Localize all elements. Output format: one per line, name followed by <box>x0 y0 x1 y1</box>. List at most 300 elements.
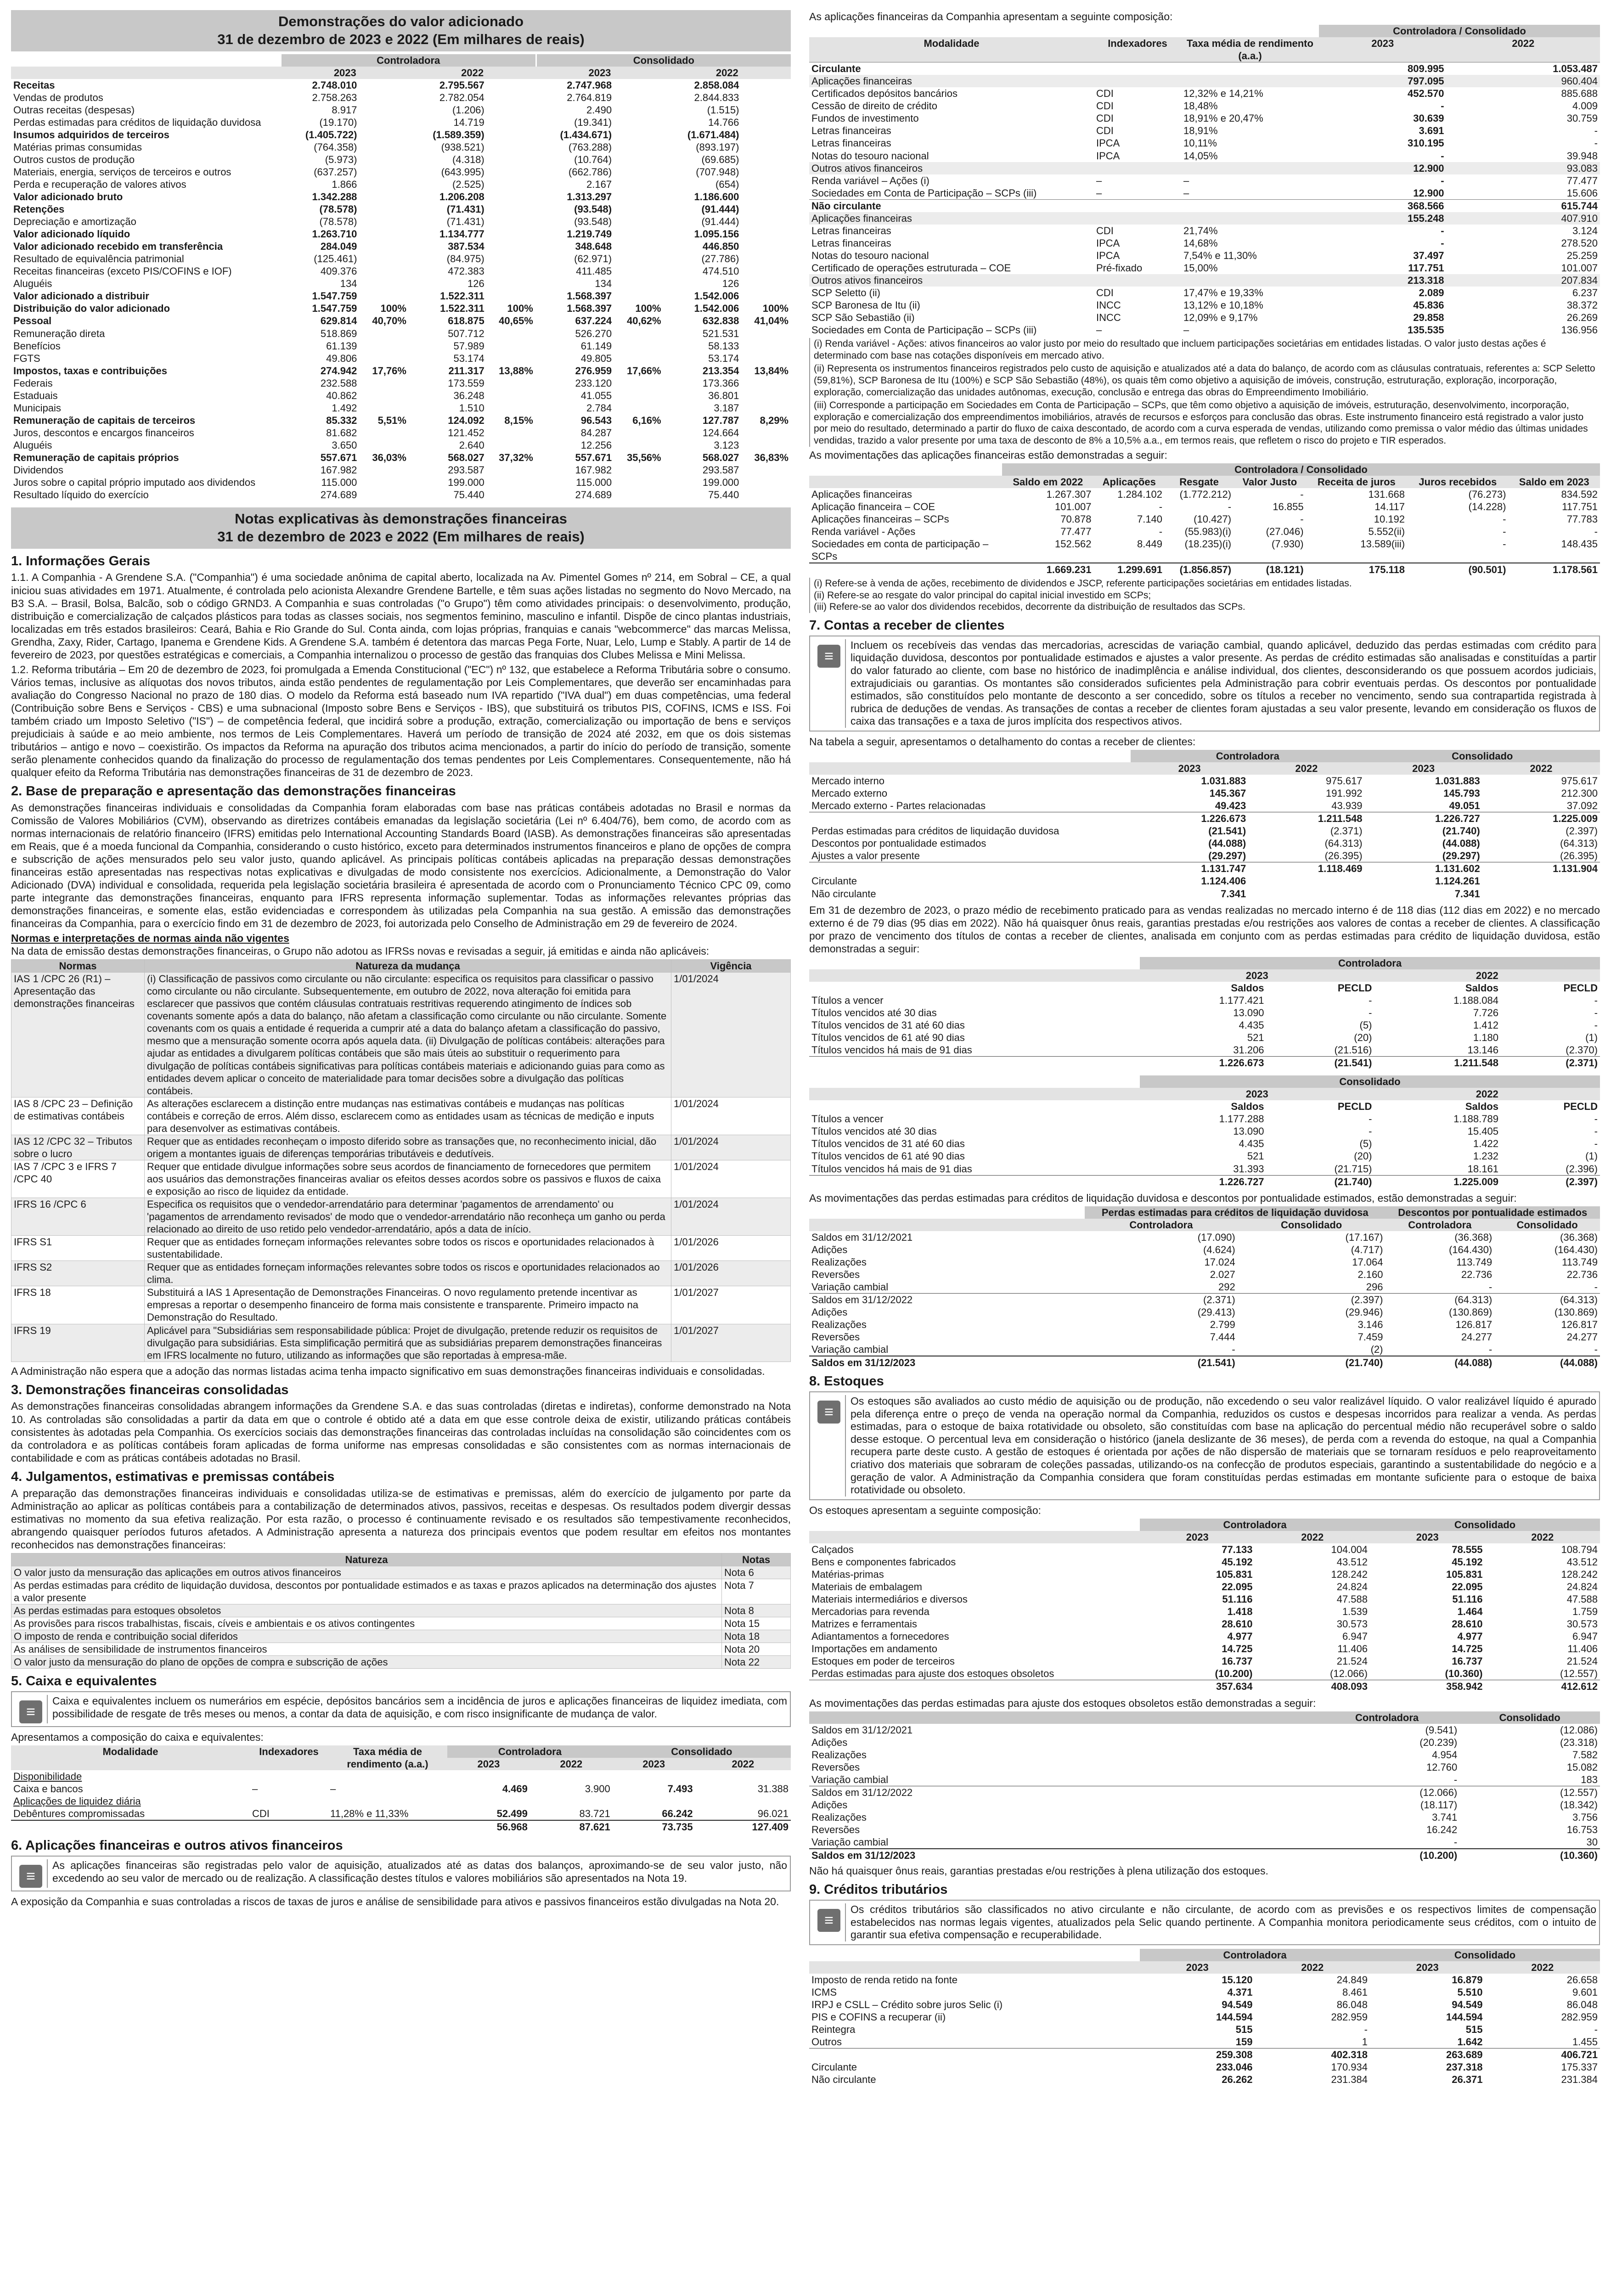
value-cell: 310.195 <box>1408 137 1444 149</box>
value-cell: 47.588 <box>1566 1593 1598 1605</box>
row-label: Perdas estimadas para ajuste dos estoques obsoletos <box>811 1668 1054 1680</box>
value-cell: 14.766 <box>708 116 739 128</box>
left-column <box>11 10 791 1910</box>
value-cell: (10.360) <box>1445 1668 1483 1680</box>
row-label: Valor adicionado recebido em transferência <box>13 241 223 253</box>
value-cell: - <box>1488 1281 1493 1293</box>
table-row <box>809 212 1600 225</box>
percent-cell: 40,62% <box>626 315 661 327</box>
value-cell: (90.501) <box>1407 563 1508 576</box>
value-cell <box>530 1770 613 1783</box>
value-cell: 1.188.084 <box>1453 994 1498 1006</box>
value-cell: (20.239) <box>1419 1736 1458 1748</box>
paragraph: 1.2. Reforma tributária – Em 20 de dezembro de 2023, foi promulgada a Emenda Constitucional ("EC") nº 132, que estabelece a Reforma Tributária sobre o consumo. Vários temas, inclusive as alíquotas dos novos tributos, ainda estão pendentes de regulamentação por Leis Complementares, que deverão ser encaminhadas para avaliação do Congresso Nacional no prazo de 180 dias. O modelo da Reforma está baseado num IVA repartido ("IVA dual") em duas competências, uma federal (Contribuição sobre Bens e Serviços - CBS) e uma subnacional (Imposto sobre Bens e Serviços - IBS), que substituirá os tributos PIS, COFINS, ICMS e ISS. Foi também criado um Imposto Seletivo ("IS") – de competência federal, que incidirá sobre a produção, extração, comercialização ou importação de bens e serviços prejudiciais à saúde e ao meio ambiente, nos termos de Leis Complementares. Haverá um período de transição de 2024 até 2032, em que os dois sistemas tributários – antigo e novo – coexistirão. Os impactos da Reforma na apuração dos tributos acima mencionados, a partir do início do período de transição, somente serão plenamente conhecidos quando da finalização do processo de regulamentação dos temas pendentes por Leis Complementares. Consequentemente, não há qualquer efeito da Reforma Tributária nas demonstrações financeiras de 31 de dezembro de 2023. <box>11 663 791 779</box>
value-cell: (29.413) <box>1197 1306 1235 1318</box>
table-row <box>809 799 1600 812</box>
section-heading: 3. Demonstrações financeiras consolidadas <box>11 1382 289 1397</box>
allowance-movement-table <box>809 1206 1600 1369</box>
obsolete-movement-table <box>809 1711 1600 1862</box>
value-cell: 94.549 <box>1452 1998 1483 2010</box>
value-cell: 17.024 <box>1204 1256 1235 1268</box>
header-row <box>809 1100 1600 1113</box>
value-cell: 11.406 <box>1337 1643 1368 1655</box>
row-label: Mercado externo - Partes relacionadas <box>811 800 986 812</box>
value-cell: 1.422 <box>1473 1138 1498 1150</box>
value-cell: - <box>1594 1113 1598 1125</box>
value-cell: 1.522.311 <box>440 303 484 315</box>
value-cell: - <box>1441 237 1444 249</box>
row-label: Variação cambial <box>811 1281 889 1293</box>
percent-cell <box>359 427 409 439</box>
nature-cell: O imposto de renda e contribuição social diferidos <box>11 1630 722 1643</box>
value-cell: 21.524 <box>1566 1655 1598 1667</box>
row-label: Depreciação e amortização <box>13 216 136 228</box>
col-header: Saldos <box>1465 1101 1498 1113</box>
table-row <box>809 1019 1600 1031</box>
value-cell: (9.541) <box>1425 1724 1458 1736</box>
total-row <box>809 1680 1600 1693</box>
table-row <box>11 1579 791 1604</box>
rate: – <box>330 1783 336 1795</box>
table-row <box>11 451 791 464</box>
value-cell: (18.235)(i) <box>1184 538 1232 550</box>
value-cell: 408.093 <box>1255 1680 1370 1693</box>
value-cell: 15.082 <box>1566 1761 1598 1773</box>
value-cell: 199.000 <box>702 477 739 489</box>
table-row <box>11 302 791 315</box>
percent-cell <box>359 352 409 365</box>
value-cell: (164.430) <box>1448 1244 1493 1255</box>
value-cell: 6.237 <box>1572 287 1598 299</box>
percent-cell <box>487 104 536 116</box>
percent-cell <box>614 91 664 104</box>
value-cell: (64.313) <box>1494 1293 1600 1306</box>
table-row <box>809 1618 1600 1630</box>
percent-cell <box>614 104 664 116</box>
row-label: Sociedades em Conta de Participação – SCPs (iii) <box>811 187 1037 199</box>
value-cell: (21.740) <box>1238 1356 1386 1369</box>
table-row <box>809 1849 1600 1862</box>
value-cell: 24.277 <box>1566 1331 1598 1343</box>
value-cell: (64.313) <box>1324 838 1363 850</box>
percent-cell <box>741 253 791 265</box>
standard-name: IAS 1 /CPC 26 (R1) – Apresentação das demonstrações financeiras <box>11 973 145 1097</box>
value-cell: 1.219.749 <box>536 228 614 240</box>
row-label: Renda variável - Ações <box>811 525 916 537</box>
rate <box>1181 62 1319 75</box>
indexer <box>250 1770 328 1783</box>
table-row <box>11 1604 791 1617</box>
value-cell: 1.669.231 <box>1002 563 1094 576</box>
value-cell: 30.639 <box>1413 113 1444 124</box>
value-cell: 26.269 <box>1566 312 1598 324</box>
row-label: Insumos adquiridos de terceiros <box>13 129 169 141</box>
value-cell: 411.485 <box>536 265 614 277</box>
table-row <box>11 79 791 91</box>
col-header: Valor Justo <box>1242 476 1297 488</box>
col-header <box>809 476 1002 488</box>
col-header: Consolidado <box>1499 1711 1560 1723</box>
value-cell: (637.257) <box>314 166 357 178</box>
row-label: Aplicações financeiras – SCPs <box>811 513 949 525</box>
percent-cell <box>741 427 791 439</box>
percent-cell <box>487 153 536 166</box>
value-cell: (84.975) <box>446 253 484 265</box>
footnote: (i) Refere-se à venda de ações, recebimento de dividendos e JSCP, referente participações societárias em entidades listadas. <box>814 578 1352 589</box>
value-cell: 77.783 <box>1566 513 1598 525</box>
value-cell <box>809 1680 1140 1693</box>
section-heading: 7. Contas a receber de clientes <box>809 618 1005 633</box>
col-header: PECLD <box>1337 982 1372 994</box>
col-header: Saldo em 2022 <box>1013 476 1083 488</box>
year: 2022 <box>1476 969 1498 981</box>
paragraph: A exposição da Companhia e suas controladas a riscos de taxas de juros e análise de sensibilidade para ativos e passivos financeiros estão divulgadas na Nota 20. <box>11 1896 779 1908</box>
value-cell: 1.455 <box>1572 2036 1598 2048</box>
percent-cell <box>487 91 536 104</box>
row-label: Debêntures compromissadas <box>13 1808 145 1820</box>
value-cell: (36.368) <box>1560 1231 1598 1243</box>
value-cell: 4.009 <box>1572 100 1598 112</box>
value-cell: 975.617 <box>1561 775 1598 787</box>
effective-date: 1/01/2024 <box>671 973 791 1097</box>
row-label: Municipais <box>13 402 61 414</box>
footnotes <box>809 338 1600 446</box>
row-label: Adiantamentos a fornecedores <box>811 1631 949 1643</box>
note-ref: Nota 7 <box>722 1579 791 1604</box>
value-cell: 358.942 <box>1370 1680 1485 1693</box>
value-cell: (18.121) <box>1234 563 1306 576</box>
percent-cell <box>741 104 791 116</box>
table-row <box>11 414 791 427</box>
value-cell: 8.461 <box>1342 1986 1368 1998</box>
value-cell: 38.372 <box>1566 299 1598 311</box>
row-label: Disponibilidade <box>13 1771 82 1783</box>
header-row <box>809 1075 1600 1088</box>
value-cell: 1.412 <box>1473 1019 1498 1031</box>
group-header: Consolidado <box>1140 1075 1600 1088</box>
value-cell: 14.725 <box>1222 1643 1253 1655</box>
value-cell: 521.531 <box>702 327 739 339</box>
percent-cell <box>359 439 409 451</box>
value-cell: (14.228) <box>1468 501 1506 512</box>
value-cell: 126.817 <box>1561 1319 1598 1331</box>
value-cell: 518.869 <box>320 327 357 339</box>
row-label: Saldos em 31/12/2022 <box>809 1786 1314 1799</box>
value-cell: 12.900 <box>1413 162 1444 174</box>
effective-date: 1/01/2024 <box>671 1097 791 1135</box>
value-cell: (4.624) <box>1203 1244 1235 1255</box>
indexer: INCC <box>1096 299 1121 311</box>
value-cell: - <box>1441 225 1444 236</box>
value-cell: 885.688 <box>1561 88 1598 100</box>
rate <box>328 1770 447 1783</box>
value-cell: (125.461) <box>314 253 357 265</box>
row-label: Fundos de investimento <box>811 113 919 124</box>
table-row <box>11 277 791 290</box>
percent-cell <box>359 153 409 166</box>
value-cell: 1.299.691 <box>1094 563 1165 576</box>
value-cell: 53.174 <box>453 352 484 364</box>
row-label: Valor adicionado líquido <box>13 228 130 240</box>
value-cell: 515 <box>1465 2024 1483 2036</box>
table-row <box>11 1135 791 1160</box>
col-header: Juros recebidos <box>1419 476 1497 488</box>
standard-name: IFRS 18 <box>11 1286 145 1324</box>
value-cell: 13.589(iii) <box>1360 538 1405 550</box>
dva-title: Demonstrações do valor adicionado <box>278 13 524 29</box>
spacer <box>809 982 1140 994</box>
value-cell: 1.226.727 <box>1140 1175 1267 1188</box>
header-row <box>809 1088 1600 1100</box>
row-label: Perdas estimadas para créditos de liquidação duvidosa <box>811 825 1059 837</box>
paragraph: Apresentamos a composição do caixa e equivalentes: <box>11 1731 264 1743</box>
value-cell: 3.741 <box>1432 1811 1458 1823</box>
standards-table <box>11 959 791 1362</box>
col-header: PECLD <box>1337 1101 1372 1113</box>
value-cell: 77.477 <box>1566 174 1598 186</box>
col-header: PECLD <box>1563 982 1598 994</box>
document-icon: ≡ <box>813 639 845 728</box>
value-cell: 183 <box>1581 1773 1598 1785</box>
value-cell: (44.088) <box>1494 1356 1600 1369</box>
col-header: Receita de juros <box>1317 476 1396 488</box>
value-cell: (5) <box>1359 1138 1372 1150</box>
col-header: 2022 <box>1512 38 1535 50</box>
percent-cell <box>359 79 409 91</box>
row-label: Remuneração direta <box>13 327 105 339</box>
value-cell: 26.658 <box>1566 1974 1598 1986</box>
value-cell: 24.824 <box>1336 1581 1368 1593</box>
value-cell: 2.490 <box>536 104 614 116</box>
value-cell: 1.492 <box>332 402 357 414</box>
value-cell: 407.910 <box>1561 212 1598 224</box>
percent-cell <box>359 476 409 489</box>
notes-title: Notas explicativas às demonstrações financeiras <box>235 511 567 527</box>
table-row <box>11 352 791 365</box>
table-row <box>11 1656 791 1669</box>
table-row <box>11 1630 791 1643</box>
value-cell: 22.736 <box>1461 1268 1493 1280</box>
rate <box>328 1820 447 1833</box>
table-row <box>809 1799 1600 1811</box>
paragraph: Na tabela a seguir, apresentamos o detalhamento do contas a receber de clientes: <box>809 735 1196 748</box>
value-cell: 2.858.084 <box>694 79 739 91</box>
value-cell: (21.740) <box>1442 825 1480 837</box>
percent-cell <box>487 277 536 290</box>
value-cell: (2.396) <box>1566 1163 1598 1175</box>
section-heading: 6. Aplicações financeiras e outros ativos financeiros <box>11 1838 343 1853</box>
value-cell: - <box>1369 1113 1372 1125</box>
row-label: Outras receitas (despesas) <box>13 104 135 116</box>
percent-cell <box>359 340 409 352</box>
percent-cell: 100% <box>507 303 533 315</box>
table-row <box>809 2073 1600 2086</box>
row-label: Variação cambial <box>811 1773 889 1785</box>
row-label: Descontos por pontualidade estimados <box>811 838 986 850</box>
value-cell: 557.671 <box>536 451 614 464</box>
value-cell: 1.031.883 <box>1201 775 1246 787</box>
percent-cell <box>359 166 409 178</box>
percent-cell <box>614 228 664 240</box>
value-cell: 36.248 <box>453 389 484 401</box>
row-label: Realizações <box>811 1319 867 1331</box>
row-label: Saldos em 31/12/2021 <box>811 1724 913 1736</box>
section-heading: 1. Informações Gerais <box>11 553 151 568</box>
percent-cell <box>741 352 791 365</box>
percent-cell <box>359 402 409 414</box>
table-row <box>809 1724 1600 1736</box>
row-label: Valor adicionado a distribuir <box>13 290 149 302</box>
indexer <box>1094 199 1181 212</box>
value-cell: - <box>1159 501 1163 512</box>
value-cell: 233.046 <box>1216 2061 1253 2073</box>
policy-box <box>11 1691 791 1727</box>
table-row <box>809 1761 1600 1773</box>
row-label: Sociedades em Conta de Participação – SCPs (iii) <box>811 324 1037 336</box>
percent-cell <box>614 277 664 290</box>
value-cell: (2.397) <box>1566 825 1598 837</box>
row-label: Receitas financeiras (exceto PIS/COFINS e IOF) <box>13 265 232 277</box>
table-row <box>11 973 791 1097</box>
table-row <box>809 1031 1600 1044</box>
value-cell: 105.831 <box>1216 1569 1253 1581</box>
value-cell: 259.308 <box>1140 2048 1255 2061</box>
percent-cell <box>614 290 664 302</box>
value-cell: 29.858 <box>1413 312 1444 324</box>
row-label: Adições <box>811 1244 848 1255</box>
value-cell: 3.124 <box>1572 225 1598 236</box>
value-cell: 134 <box>340 278 357 290</box>
tax-credits-table <box>809 1949 1600 2086</box>
value-cell: 521 <box>1247 1032 1264 1044</box>
value-cell: 406.721 <box>1485 2048 1600 2061</box>
col-header: Controladora <box>1408 1219 1472 1231</box>
value-cell: 1.225.009 <box>1482 812 1600 825</box>
table-row <box>11 129 791 141</box>
col-header: PECLD <box>1563 1101 1598 1113</box>
total-row <box>809 563 1600 576</box>
value-cell: 81.682 <box>326 427 357 439</box>
percent-cell <box>614 79 664 91</box>
value-cell: (76.273) <box>1468 488 1506 500</box>
indexer: CDI <box>1096 113 1114 124</box>
percent-cell <box>487 191 536 203</box>
value-cell: 7.459 <box>1358 1331 1383 1343</box>
value-cell: 1.226.673 <box>1131 812 1248 825</box>
paragraph: 1.1. A Companhia - A Grendene S.A. ("Companhia") é uma sociedade anônima de capital aberto, localizada na Av. Pimentel Gomes nº 214, em Sobral – CE, a qual iniciou suas atividades em 1971. Atualmente, é controlada pelo acionista Alexandre Grendene Bartelle, e têm suas ações listadas no segmento do Novo Mercado, na B3 S.A. – Brasil, Bolsa, Balcão, sob o código GRND3. A Companhia e suas controladas ("o Grupo") têm como atividades principais: o desenvolvimento, produção, distribuição e comercialização de calçados plásticos para todas as classes sociais, nos segmentos feminino, masculino e infantil. Dispõe de cinco plantas industriais, localizadas em três estados brasileiros: Ceará, Bahia e Rio Grande do Sul. Conta ainda, com lojas próprias, franquias e canais "webcommerce" das marcas Melissa, Grendha, Zaxy, Rider, Cartago, Ipanema e Grendene Kids. A Grendene S.A. também é detentora das marcas Pega Forte, Nuar, Lelo, Lump e Stably. A partir de 14 de fevereiro de 2023, por questões estratégicas e comerciais, a Companhia internalizou o processo de gestão das franquias dos Clubes Melissa e Mini Melissa. <box>11 571 791 661</box>
value-cell: 213.354 <box>702 365 739 377</box>
value-cell: (17.090) <box>1197 1231 1235 1243</box>
row-label: Matérias-primas <box>811 1569 884 1581</box>
percent-cell <box>614 215 664 228</box>
value-cell: (23.318) <box>1560 1736 1598 1748</box>
percent-cell <box>741 402 791 414</box>
table-row <box>809 100 1600 112</box>
row-label: Aplicações financeiras <box>811 488 912 500</box>
value-cell: 12.256 <box>536 439 614 451</box>
table-row <box>809 1150 1600 1162</box>
rate: 7,54% e 11,30% <box>1183 249 1257 261</box>
table-row <box>11 1795 791 1807</box>
value-cell: 3.146 <box>1358 1319 1383 1331</box>
row-label: Saldos em 31/12/2022 <box>809 1293 1085 1306</box>
nature-cell: As provisões para riscos trabalhistas, fiscais, cíveis e ambientais e os ativos contingentes <box>11 1617 722 1630</box>
value-cell: 7.726 <box>1473 1007 1498 1019</box>
value-cell: (2) <box>1370 1344 1383 1356</box>
standard-description: Requer que entidade divulgue informações sobre seus acordos de financiamento de fornecedores que permitem aos usuários das demonstrações financeiras avaliar os efeitos desses acordos sobre os passivos e fluxos de caixa e exposição ao risco de liquidez da entidade. <box>145 1160 671 1198</box>
inventory-table <box>809 1519 1600 1693</box>
standard-description: Requer que as entidades reconheçam o imposto diferido sobre as transações que, no reconhecimento inicial, dão origem a montantes iguais de diferenças temporárias tributáveis e dedutíveis. <box>145 1135 671 1160</box>
group-header: Controladora <box>1140 1949 1370 1961</box>
rate: 18,91% <box>1183 125 1218 137</box>
value-cell: 1.522.311 <box>440 290 484 302</box>
rate: 15,00% <box>1183 262 1218 274</box>
table-row <box>11 153 791 166</box>
value-cell: (643.995) <box>441 166 484 178</box>
effective-date: 1/01/2026 <box>671 1261 791 1286</box>
row-label: Outros ativos financeiros <box>811 162 923 174</box>
value-cell: 45.192 <box>1222 1556 1253 1568</box>
table-row <box>809 274 1600 287</box>
row-label: Dividendos <box>13 464 63 476</box>
value-cell: (763.288) <box>536 141 614 153</box>
table-row <box>809 538 1600 563</box>
col-header: Controladora <box>1355 1711 1419 1723</box>
row-label: Cessão de direito de crédito <box>811 100 937 112</box>
value-cell: 3.691 <box>1419 125 1444 137</box>
value-cell: 58.133 <box>708 340 739 352</box>
table-row <box>809 1630 1600 1643</box>
value-cell: (29.946) <box>1345 1306 1383 1318</box>
col-header: Consolidado <box>613 1745 791 1758</box>
row-label: Letras financeiras <box>811 125 891 137</box>
table-row <box>809 1007 1600 1019</box>
table-row <box>809 525 1600 538</box>
value-cell: 296 <box>1366 1281 1383 1293</box>
row-label: Títulos vencidos até 30 dias <box>811 1125 937 1137</box>
table-row <box>809 162 1600 174</box>
value-cell: 18.161 <box>1467 1163 1498 1175</box>
value-cell: 387.534 <box>448 241 484 253</box>
table-row <box>809 87 1600 100</box>
indexer: CDI <box>1096 100 1114 112</box>
table-row <box>809 501 1600 513</box>
paragraph: As aplicações financeiras da Companhia apresentam a seguinte composição: <box>809 11 1173 23</box>
value-cell: 51.116 <box>1222 1593 1253 1605</box>
value-cell: 292 <box>1218 1281 1235 1293</box>
table-row <box>809 187 1600 199</box>
percent-cell <box>487 116 536 129</box>
rate: 13,12% e 10,18% <box>1183 299 1263 311</box>
standard-description: Aplicável para "Subsidiárias sem responsabilidade pública: Projet de divulgação, pretende reduzir os requisitos de divulgação para subsidiárias. Esta simplificação permitirá que as subsidiárias preparem demonstrações financeiras em IFRS localmente no futuro, utilizando as informações que são reportadas à empresa-mãe. <box>145 1324 671 1362</box>
table-row <box>809 825 1600 837</box>
value-cell: 31.393 <box>1233 1163 1264 1175</box>
value-cell: 7.582 <box>1572 1749 1598 1761</box>
note-ref: Nota 15 <box>722 1617 791 1630</box>
paragraph: A Administração não espera que a adoção das normas listadas acima tenha impacto significativo em suas demonstrações financeiras individuais e consolidadas. <box>11 1365 765 1377</box>
row-label <box>809 862 1131 875</box>
value-cell <box>613 1795 695 1807</box>
value-cell: (2.525) <box>452 178 484 190</box>
row-label: Retenções <box>13 203 65 215</box>
value-cell: (44.088) <box>1208 838 1246 850</box>
row-label: Remuneração de capitais de terceiros <box>13 414 196 426</box>
value-cell: 3.650 <box>332 439 357 451</box>
row-label: Adições <box>811 1736 848 1748</box>
notes-subtitle: 31 de dezembro de 2023 e 2022 (Em milhares de reais) <box>217 528 585 545</box>
percent-cell: 17,76% <box>372 365 406 377</box>
section-heading: 2. Base de preparação e apresentação das demonstrações financeiras <box>11 784 456 799</box>
